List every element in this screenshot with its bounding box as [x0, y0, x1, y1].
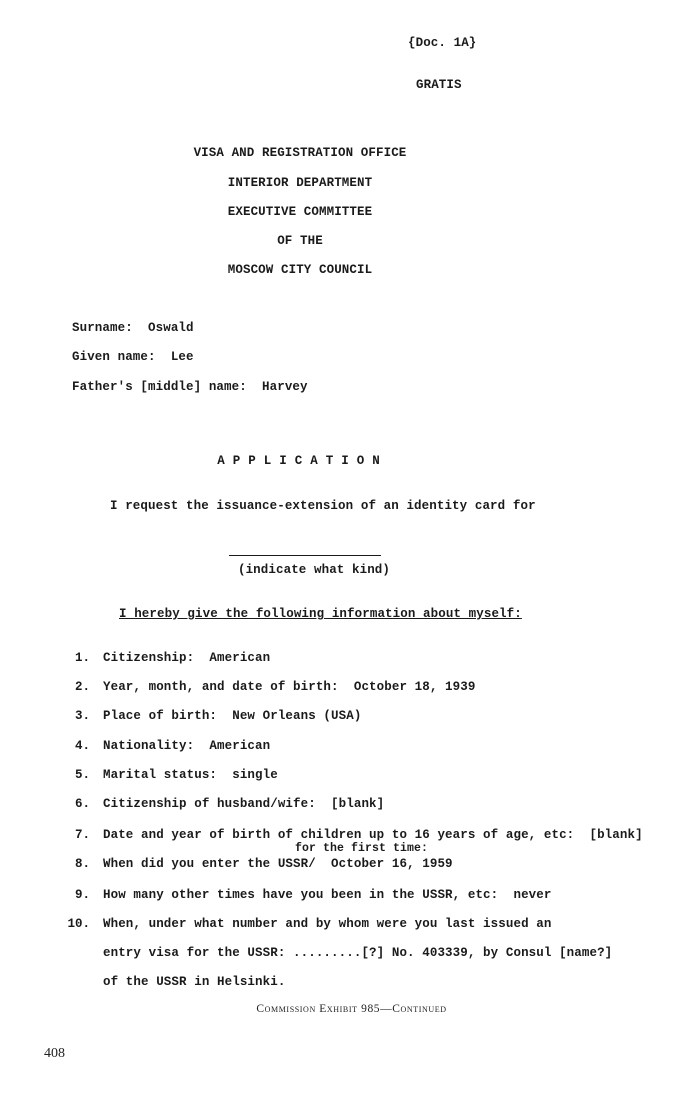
item-entry-date: When did you enter the USSR/ October 16, 1959	[103, 857, 453, 871]
application-title: APPLICATION	[217, 454, 388, 468]
item-number: 1.	[74, 651, 90, 665]
surname-field	[72, 321, 194, 335]
indicate-kind-note: (indicate what kind)	[237, 563, 391, 577]
header-line-4: OF THE	[277, 234, 323, 248]
item-place-of-birth: Place of birth: New Orleans (USA)	[103, 709, 362, 723]
item-number: 6.	[74, 797, 90, 811]
item-number: 7.	[74, 828, 90, 842]
item-number: 2.	[74, 680, 90, 694]
item-number: 10.	[67, 917, 90, 931]
given-name-label: Given name:	[72, 350, 156, 364]
request-statement: I request the issuance-extension of an identity card for	[110, 499, 536, 513]
first-time-note: for the first time:	[295, 842, 429, 855]
item-number: 4.	[74, 739, 90, 753]
header-line-2: INTERIOR DEPARTMENT	[227, 176, 373, 190]
header-line-1: VISA AND REGISTRATION OFFICE	[193, 146, 407, 160]
middle-name-label: Father's [middle] name:	[72, 380, 247, 394]
item-marital-status: Marital status: single	[103, 768, 278, 782]
given-name-value: Lee	[170, 350, 194, 364]
item-last-visa-line-2: entry visa for the USSR: .........[?] No. 403339, by Consul [name?]	[103, 946, 613, 960]
blank-fill-line	[229, 555, 381, 556]
item-number: 8.	[74, 857, 90, 871]
middle-name-value: Harvey	[262, 380, 308, 394]
surname-value: Oswald	[148, 321, 194, 335]
item-last-visa-line-3: of the USSR in Helsinki.	[103, 975, 286, 989]
item-nationality: Nationality: American	[103, 739, 271, 753]
item-birth-date: Year, month, and date of birth: October 18, 1939	[103, 680, 476, 694]
gratis-stamp: GRATIS	[416, 78, 462, 92]
item-previous-visits: How many other times have you been in the USSR, etc: never	[103, 888, 552, 902]
middle-name-field	[72, 380, 308, 394]
surname-label: Surname:	[72, 321, 133, 335]
item-number: 3.	[74, 709, 90, 723]
given-name-field	[72, 350, 194, 364]
header-line-5: MOSCOW CITY COUNCIL	[227, 263, 373, 277]
item-children: Date and year of birth of children up to 16 years of age, etc: [blank]	[103, 828, 643, 842]
item-citizenship: Citizenship: American	[103, 651, 271, 665]
info-heading: I hereby give the following information about myself:	[119, 607, 522, 621]
item-last-visa: When, under what number and by whom were you last issued an	[103, 917, 552, 931]
item-number: 9.	[74, 888, 90, 902]
item-spouse-citizenship: Citizenship of husband/wife: [blank]	[103, 797, 385, 811]
item-number: 5.	[74, 768, 90, 782]
exhibit-caption: Commission Exhibit 985—Continued	[256, 1003, 447, 1015]
page-number: 408	[44, 1046, 65, 1061]
document-reference: {Doc. 1A}	[408, 36, 477, 50]
header-line-3: EXECUTIVE COMMITTEE	[227, 205, 373, 219]
